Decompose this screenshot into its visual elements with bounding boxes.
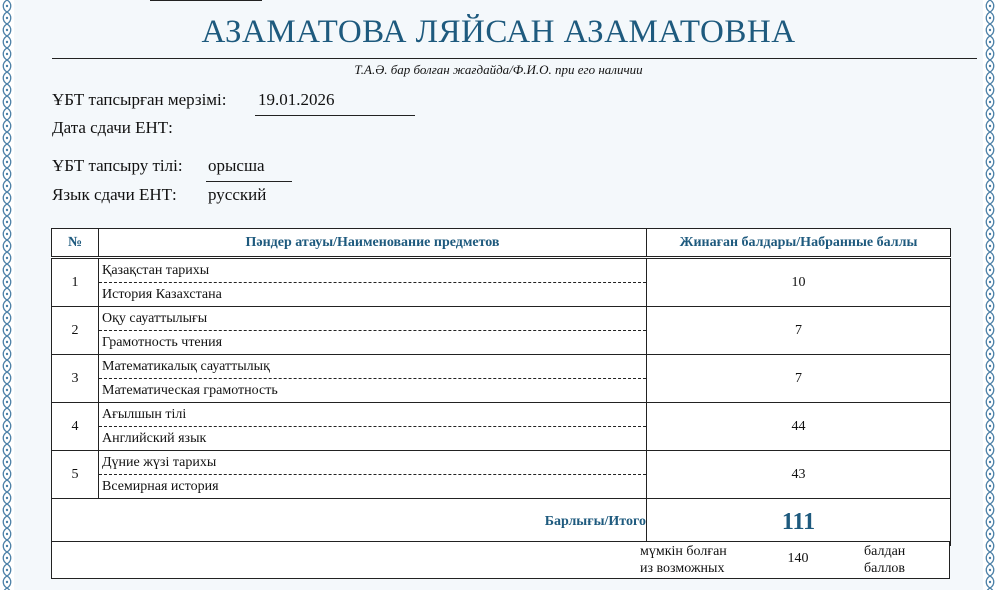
- table-row: [52, 355, 951, 403]
- possible-label-ru: из возможных: [640, 561, 725, 576]
- row-subject: [99, 259, 647, 307]
- possible-label: [640, 543, 755, 577]
- exam-language-value-kz: орысша: [208, 156, 265, 175]
- subject-kz: Оқу сауаттылығы: [99, 307, 646, 331]
- row-num: 3: [52, 355, 99, 403]
- table-row: [52, 307, 951, 355]
- subject-ru: Всемирная история: [102, 479, 219, 494]
- row-score: 10: [647, 259, 951, 307]
- exam-language-underline: [206, 181, 292, 182]
- exam-date-label-kz: ҰБТ тапсырған мерзімі:: [52, 90, 227, 109]
- total-label: Барлығы/Итого: [52, 499, 647, 546]
- possible-suffix-kz: балдан: [864, 544, 906, 559]
- total-row: [52, 499, 951, 546]
- row-num: 5: [52, 451, 99, 499]
- table-header-row: [52, 229, 951, 257]
- header-subject: Пәндер атауы/Наименование предметов: [99, 229, 647, 257]
- row-subject: [99, 355, 647, 403]
- ornamental-border-left: [0, 0, 14, 590]
- full-name: АЗАМАТОВА ЛЯЙСАН АЗАМАТОВНА: [201, 14, 796, 50]
- subject-kz: Қазақстан тарихы: [99, 259, 646, 283]
- subject-ru: История Казахстана: [102, 287, 222, 302]
- header-num: №: [52, 229, 99, 257]
- header-score: Жинаған балдары/Набранные баллы: [647, 229, 951, 257]
- row-num: 1: [52, 259, 99, 307]
- subject-kz: Ағылшын тілі: [99, 403, 646, 427]
- exam-language-label-ru: Язык сдачи ЕНТ:: [52, 185, 177, 204]
- exam-date-underline: [255, 115, 415, 116]
- total-value: 111: [647, 499, 951, 546]
- subject-ru: Математическая грамотность: [102, 383, 278, 398]
- row-subject: [99, 451, 647, 499]
- exam-language-value-ru: русский: [208, 185, 267, 204]
- name-underline: [52, 58, 977, 59]
- exam-date-label-ru: Дата сдачи ЕНТ:: [52, 118, 173, 137]
- possible-value: 140: [787, 551, 809, 566]
- row-score: 43: [647, 451, 951, 499]
- subject-ru: Английский язык: [102, 431, 207, 446]
- subject-kz: Математикалық сауаттылық: [99, 355, 646, 379]
- row-score: 44: [647, 403, 951, 451]
- possible-suffix-ru: баллов: [864, 561, 906, 576]
- exam-date-value: 19.01.2026: [258, 90, 335, 109]
- row-score: 7: [647, 355, 951, 403]
- possible-label-kz: мүмкін болған: [640, 544, 727, 559]
- row-num: 2: [52, 307, 99, 355]
- exam-language-label-kz: ҰБТ тапсыру тілі:: [52, 156, 183, 175]
- name-caption: Т.А.Ә. бар болған жағдайда/Ф.И.О. при его наличии: [354, 62, 643, 77]
- subject-kz: Дүние жүзі тарихы: [99, 451, 646, 475]
- subject-ru: Грамотность чтения: [102, 335, 223, 350]
- row-num: 4: [52, 403, 99, 451]
- possible-suffix: [864, 543, 905, 577]
- top-rule: [150, 0, 262, 1]
- row-subject: [99, 403, 647, 451]
- ornamental-border-right: [983, 0, 997, 590]
- possible-score-box: [51, 541, 950, 579]
- row-subject: [99, 307, 647, 355]
- row-score: 7: [647, 307, 951, 355]
- table-row: [52, 451, 951, 499]
- table-row: [52, 403, 951, 451]
- table-row: [52, 259, 951, 307]
- results-table: [51, 228, 951, 546]
